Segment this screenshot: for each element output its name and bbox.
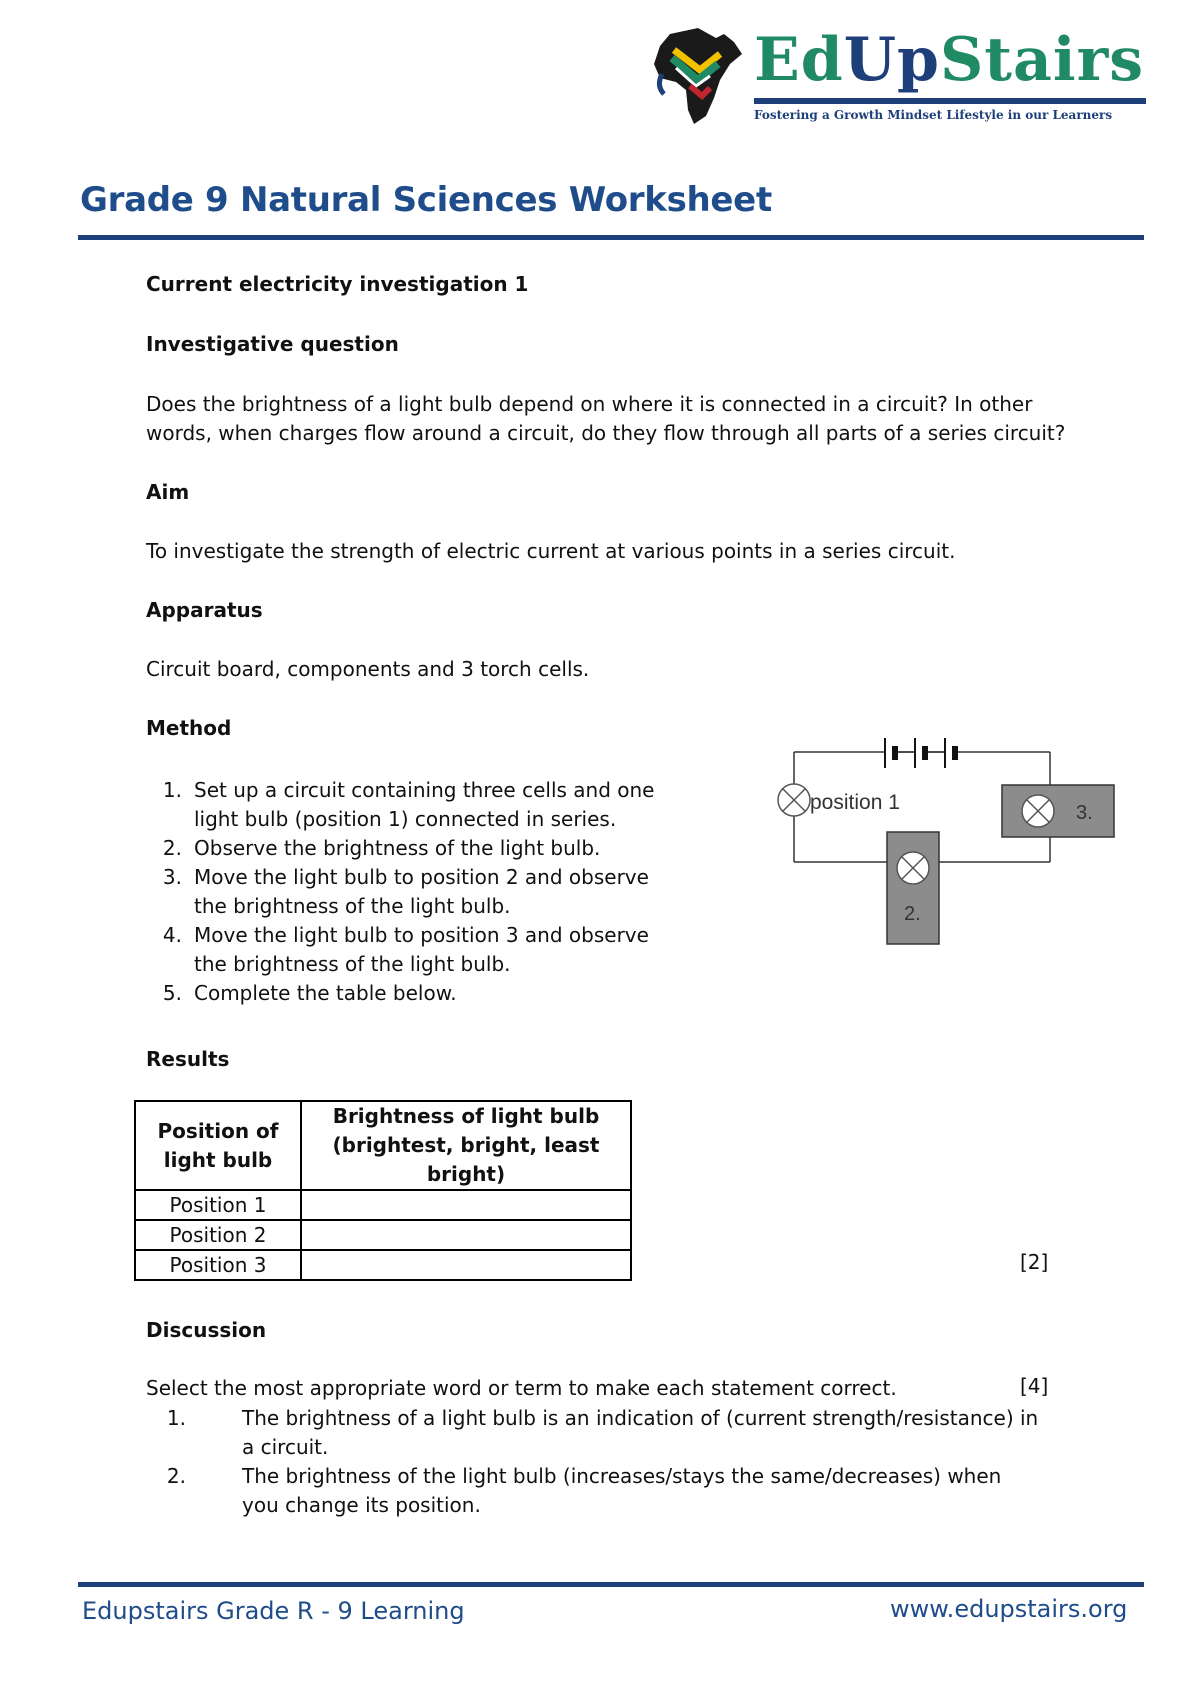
bulb-position1-icon [778,784,810,816]
table-row [135,1250,631,1280]
table-cell-brightness[interactable] [301,1190,631,1220]
table-cell-brightness[interactable] [301,1220,631,1250]
table-cell-position: Position 2 [135,1220,301,1250]
table-cell-position: Position 3 [135,1250,301,1280]
africa-map-icon [650,24,750,136]
page-title: Grade 9 Natural Sciences Worksheet [80,180,772,220]
results-marks: [2] [1020,1250,1049,1274]
list-item: 1. Set up a circuit containing three cells and one light bulb (position 1) connected in series. [162,778,655,831]
label-position1: position 1 [810,791,900,814]
method-steps [146,776,706,1008]
question-text: Does the brightness of a light bulb depend on where it is connected in a circuit? In other words, when charges flow around a circuit, do they flow through all parts of a series circuit? [146,392,1066,445]
footer-left: Edupstairs Grade R - 9 Learning [82,1597,465,1625]
table-header-row [135,1101,631,1190]
table-row [135,1190,631,1220]
table-header-position: Position of light bulb [135,1101,301,1190]
apparatus-heading: Apparatus [146,598,263,622]
table-cell-brightness[interactable] [301,1250,631,1280]
bulb-position2-icon [897,852,929,884]
position2-box [887,832,939,944]
discussion-intro: Select the most appropriate word or term to make each statement correct. [146,1376,897,1400]
list-item: 4. Move the light bulb to position 3 and observe the brightness of the light bulb. [162,923,649,976]
label-position2: 2. [904,903,921,925]
table-header-brightness: Brightness of light bulb (brightest, bright, least bright) [301,1101,631,1190]
label-position3: 3. [1076,802,1093,824]
discussion-marks: [4] [1020,1374,1049,1398]
logo-underline [754,98,1146,104]
list-item: 5. Complete the table below. [162,981,457,1005]
circuit-diagram [770,730,1130,945]
list-item: 2. Observe the brightness of the light bulb. [162,836,601,860]
logo [650,24,1150,136]
footer-link[interactable]: www.edupstairs.org [890,1595,1128,1623]
investigation-title: Current electricity investigation 1 [146,272,529,296]
battery-cells-icon [885,738,955,768]
list-item: 1. The brightness of a light bulb is an indication of (current strength/resistance) in a circuit. [166,1406,1039,1459]
logo-wordmark: EdUpStairs [754,25,1145,95]
position3-box [1002,785,1114,837]
method-heading: Method [146,716,232,740]
question-heading: Investigative question [146,332,399,356]
list-item: 3. Move the light bulb to position 2 and observe the brightness of the light bulb. [162,865,649,918]
aim-heading: Aim [146,480,190,504]
table-cell-position: Position 1 [135,1190,301,1220]
results-heading: Results [146,1047,230,1071]
discussion-heading: Discussion [146,1318,267,1342]
list-item: 2. The brightness of the light bulb (increases/stays the same/decreases) when you change its position. [166,1464,1002,1517]
results-table [134,1100,632,1281]
title-divider [78,235,1144,240]
bulb-position3-icon [1022,795,1054,827]
footer-divider [78,1582,1144,1587]
aim-text: To investigate the strength of electric current at various points in a series circuit. [146,539,956,563]
table-row [135,1220,631,1250]
discussion-items [146,1404,1066,1520]
apparatus-text: Circuit board, components and 3 torch cells. [146,657,590,681]
logo-tagline: Fostering a Growth Mindset Lifestyle in our Learners [754,108,1113,122]
